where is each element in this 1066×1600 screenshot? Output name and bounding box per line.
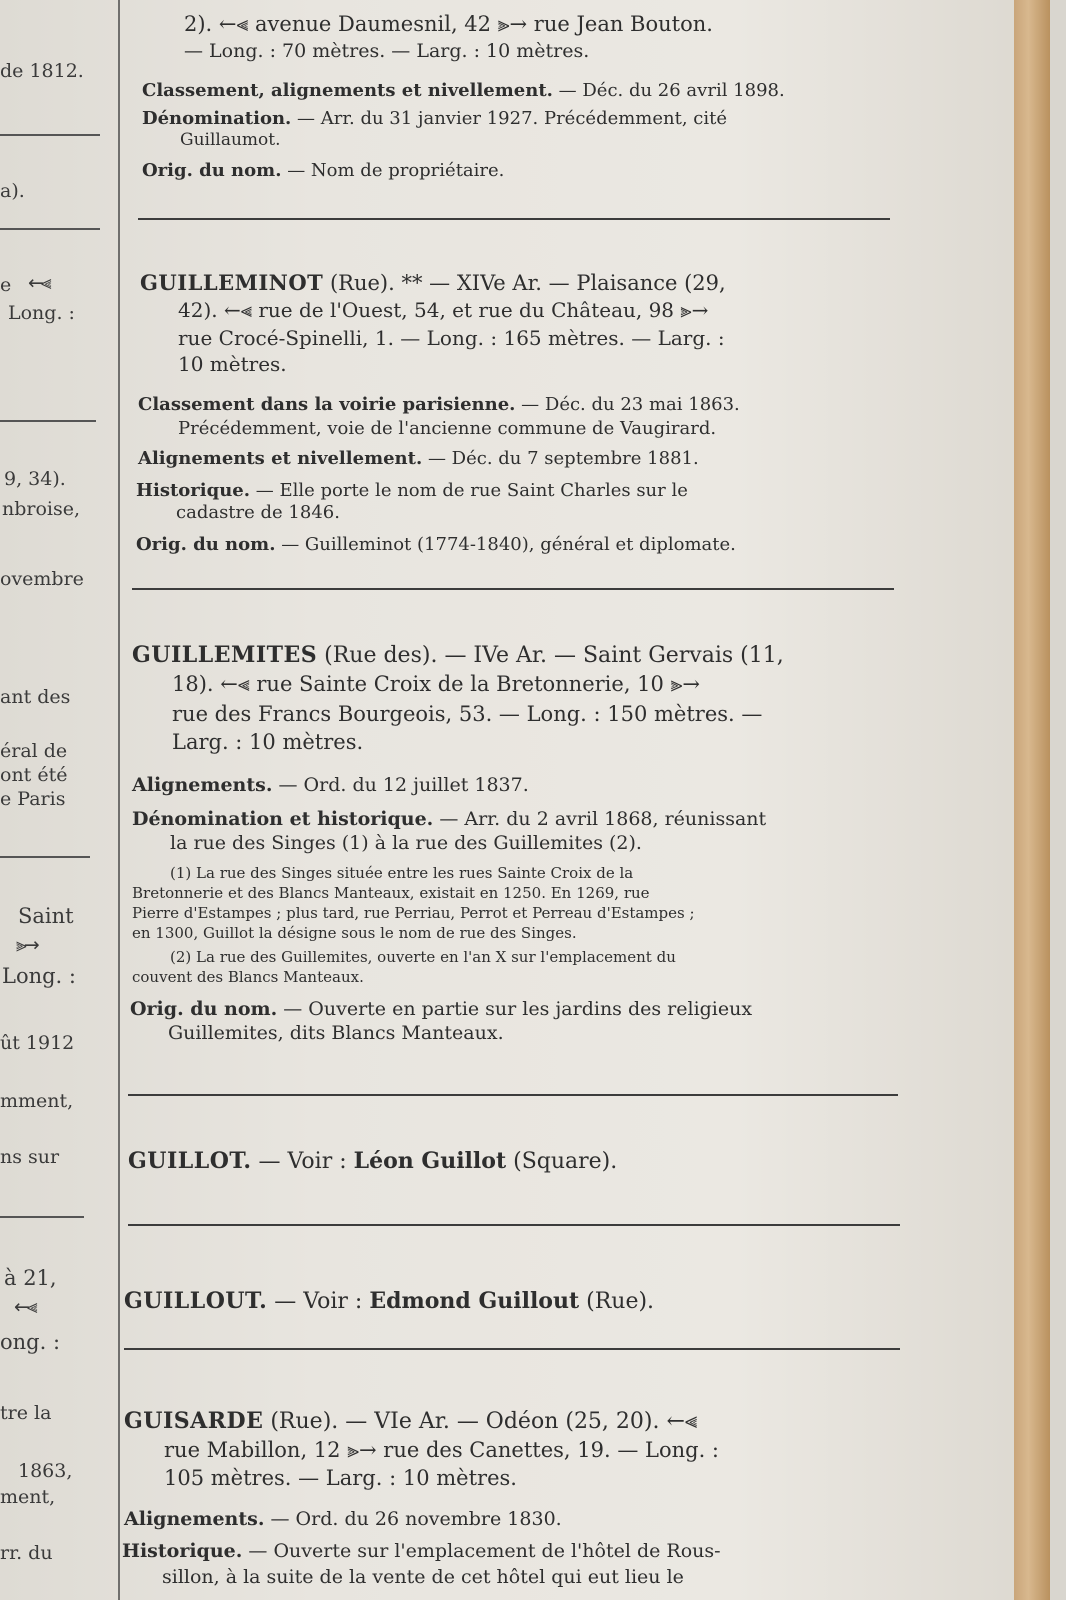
entry-line: la rue des Singes (1) à la rue des Guillemites (2). bbox=[170, 832, 642, 854]
left-fragment: Long. : bbox=[2, 964, 76, 988]
denomination-line bbox=[132, 808, 766, 830]
footnote-line: (1) La rue des Singes située entre les rues Sainte Croix de la bbox=[170, 864, 634, 882]
field-text: — Ord. du 26 novembre 1830. bbox=[264, 1508, 562, 1530]
street-name: GUILLOT. bbox=[128, 1148, 252, 1174]
left-rule bbox=[0, 228, 100, 230]
classement-line bbox=[138, 394, 740, 415]
left-fragment: nbroise, bbox=[2, 498, 81, 520]
street-name: GUILLEMINOT bbox=[140, 270, 324, 295]
arrow-left-icon: ←⫷ bbox=[14, 1296, 35, 1318]
field-text: — Ouverte sur l'emplacement de l'hôtel de Rous- bbox=[242, 1540, 721, 1562]
alignements-line bbox=[132, 774, 529, 796]
main-column bbox=[122, 0, 918, 1600]
field-label: Historique. bbox=[136, 480, 251, 501]
column-divider bbox=[118, 0, 120, 1600]
alignements-line bbox=[138, 448, 699, 469]
field-label: Alignements. bbox=[132, 774, 273, 796]
left-fragment: a). bbox=[0, 180, 25, 202]
orig-line bbox=[130, 998, 752, 1020]
field-text: — Ouverte en partie sur les jardins des religieux bbox=[277, 998, 753, 1020]
entry-divider bbox=[124, 1348, 900, 1350]
entry-line: 105 mètres. — Larg. : 10 mètres. bbox=[164, 1466, 517, 1490]
field-label: Orig. du nom. bbox=[136, 534, 276, 555]
orig-line bbox=[142, 160, 504, 181]
arrow-right-icon: ⫸→ bbox=[16, 934, 37, 956]
left-column bbox=[0, 0, 112, 1600]
footnote-line: couvent des Blancs Manteaux. bbox=[132, 968, 364, 986]
field-text: — Elle porte le nom de rue Saint Charles sur le bbox=[250, 480, 688, 501]
entry-text: — Voir : bbox=[251, 1149, 354, 1174]
entry-text: (Rue). bbox=[579, 1289, 655, 1314]
field-label: Historique. bbox=[122, 1540, 243, 1562]
left-rule bbox=[0, 134, 100, 136]
left-fragment: e Paris bbox=[0, 788, 66, 810]
denomination-line bbox=[142, 108, 727, 129]
arrow-left-icon: ←⫷ bbox=[28, 272, 49, 294]
left-fragment: à 21, bbox=[4, 1266, 57, 1290]
left-fragment: Long. : bbox=[8, 302, 75, 324]
entry-line: rue des Francs Bourgeois, 53. — Long. : 150 mètres. — bbox=[172, 702, 763, 726]
left-fragment: e bbox=[0, 274, 12, 296]
field-text: — Déc. du 7 septembre 1881. bbox=[422, 448, 699, 469]
classement-line bbox=[142, 80, 785, 101]
left-fragment: ovembre bbox=[0, 568, 84, 590]
entry-heading bbox=[140, 270, 726, 295]
orig-line bbox=[136, 534, 736, 555]
left-fragment: tre la bbox=[0, 1402, 52, 1424]
left-fragment: ût 1912 bbox=[0, 1032, 75, 1054]
field-text: — Nom de propriétaire. bbox=[287, 160, 505, 181]
entry-line: 10 mètres. bbox=[178, 352, 287, 376]
entry-line: rue Mabillon, 12 ⫸→ rue des Canettes, 19. — Long. : bbox=[164, 1438, 720, 1462]
entry-line: Guillemites, dits Blancs Manteaux. bbox=[168, 1022, 504, 1044]
left-fragment: 9, 34). bbox=[4, 468, 66, 490]
historique-line bbox=[136, 480, 688, 501]
entry-divider bbox=[128, 1224, 900, 1226]
street-name: GUILLOUT. bbox=[124, 1288, 268, 1314]
entry-line: sillon, à la suite de la vente de cet hôtel qui eut lieu le bbox=[162, 1566, 684, 1588]
street-name: GUISARDE bbox=[124, 1408, 264, 1434]
entry-divider bbox=[128, 1094, 898, 1096]
cross-reference: Léon Guillot bbox=[353, 1148, 507, 1174]
left-rule bbox=[0, 1216, 84, 1218]
field-label: Dénomination. bbox=[142, 108, 292, 129]
field-text: — Arr. du 2 avril 1868, réunissant bbox=[433, 808, 767, 830]
entry-text: (Rue des). — IVe Ar. — Saint Gervais (11, bbox=[317, 643, 784, 668]
field-label: Orig. du nom. bbox=[130, 998, 278, 1020]
entry-line: 2). ←⫷ avenue Daumesnil, 42 ⫸→ rue Jean Bouton. bbox=[184, 12, 713, 36]
entry-text: (Square). bbox=[506, 1149, 618, 1174]
field-text: — Déc. du 23 mai 1863. bbox=[515, 394, 740, 415]
left-rule bbox=[0, 420, 96, 422]
footnote-line: en 1300, Guillot la désigne sous le nom de rue des Singes. bbox=[132, 924, 577, 942]
entry-line: — Long. : 70 mètres. — Larg. : 10 mètres. bbox=[184, 40, 590, 62]
field-text: — Déc. du 26 avril 1898. bbox=[558, 80, 785, 101]
left-fragment: rr. du bbox=[0, 1542, 53, 1564]
entry-line: Précédemment, voie de l'ancienne commune de Vaugirard. bbox=[178, 418, 717, 439]
entry-line: rue Crocé-Spinelli, 1. — Long. : 165 mètres. — Larg. : bbox=[178, 326, 725, 350]
entry-divider bbox=[132, 588, 894, 590]
entry-text: (Rue). — VIe Ar. — Odéon (25, 20). ←⫷ bbox=[263, 1409, 698, 1434]
field-label: Orig. du nom. bbox=[142, 160, 282, 181]
footnote-line: (2) La rue des Guillemites, ouverte en l'an X sur l'emplacement du bbox=[170, 948, 676, 966]
cross-reference: Edmond Guillout bbox=[369, 1288, 580, 1314]
book-spine bbox=[1014, 0, 1050, 1600]
entry-line: 18). ←⫷ rue Sainte Croix de la Bretonnerie, 10 ⫸→ bbox=[172, 672, 701, 696]
entry-line: 42). ←⫷ rue de l'Ouest, 54, et rue du Château, 98 ⫸→ bbox=[178, 298, 709, 322]
entry-line: cadastre de 1846. bbox=[176, 502, 340, 523]
field-label: Alignements et nivellement. bbox=[138, 448, 423, 469]
left-rule bbox=[0, 856, 90, 858]
field-label: Dénomination et historique. bbox=[132, 808, 434, 830]
left-fragment: ns sur bbox=[0, 1146, 60, 1168]
entry-line: Larg. : 10 mètres. bbox=[172, 730, 364, 754]
left-fragment: ant des bbox=[0, 686, 71, 708]
left-fragment: ong. : bbox=[0, 1330, 61, 1354]
left-fragment: Saint bbox=[18, 904, 74, 928]
entry-line: Guillaumot. bbox=[180, 130, 281, 150]
left-fragment: éral de bbox=[0, 740, 68, 762]
footnote-line: Pierre d'Estampes ; plus tard, rue Perriau, Perrot et Perreau d'Estampes ; bbox=[132, 904, 695, 922]
street-name: GUILLEMITES bbox=[132, 642, 318, 668]
entry-divider bbox=[138, 218, 890, 220]
field-label: Classement, alignements et nivellement. bbox=[142, 80, 553, 101]
left-fragment: de 1812. bbox=[0, 60, 84, 82]
entry-heading bbox=[128, 1148, 617, 1174]
alignements-line bbox=[124, 1508, 562, 1530]
field-text: — Arr. du 31 janvier 1927. Précédemment, cité bbox=[297, 108, 728, 129]
left-fragment: ont été bbox=[0, 764, 68, 786]
entry-heading bbox=[124, 1288, 654, 1314]
field-label: Alignements. bbox=[124, 1508, 265, 1530]
entry-text: (Rue). ** — XIVe Ar. — Plaisance (29, bbox=[323, 271, 726, 295]
entry-heading bbox=[124, 1408, 697, 1434]
field-text: — Ord. du 12 juillet 1837. bbox=[272, 774, 529, 796]
historique-line bbox=[122, 1540, 721, 1562]
left-fragment: ment, bbox=[0, 1486, 56, 1508]
entry-heading bbox=[132, 642, 784, 668]
left-fragment: 1863, bbox=[18, 1460, 73, 1482]
field-text: — Guilleminot (1774-1840), général et diplomate. bbox=[275, 534, 736, 555]
field-label: Classement dans la voirie parisienne. bbox=[138, 394, 516, 415]
entry-text: — Voir : bbox=[267, 1289, 370, 1314]
footnote-line: Bretonnerie et des Blancs Manteaux, existait en 1250. En 1269, rue bbox=[132, 884, 650, 902]
left-fragment: mment, bbox=[0, 1090, 74, 1112]
